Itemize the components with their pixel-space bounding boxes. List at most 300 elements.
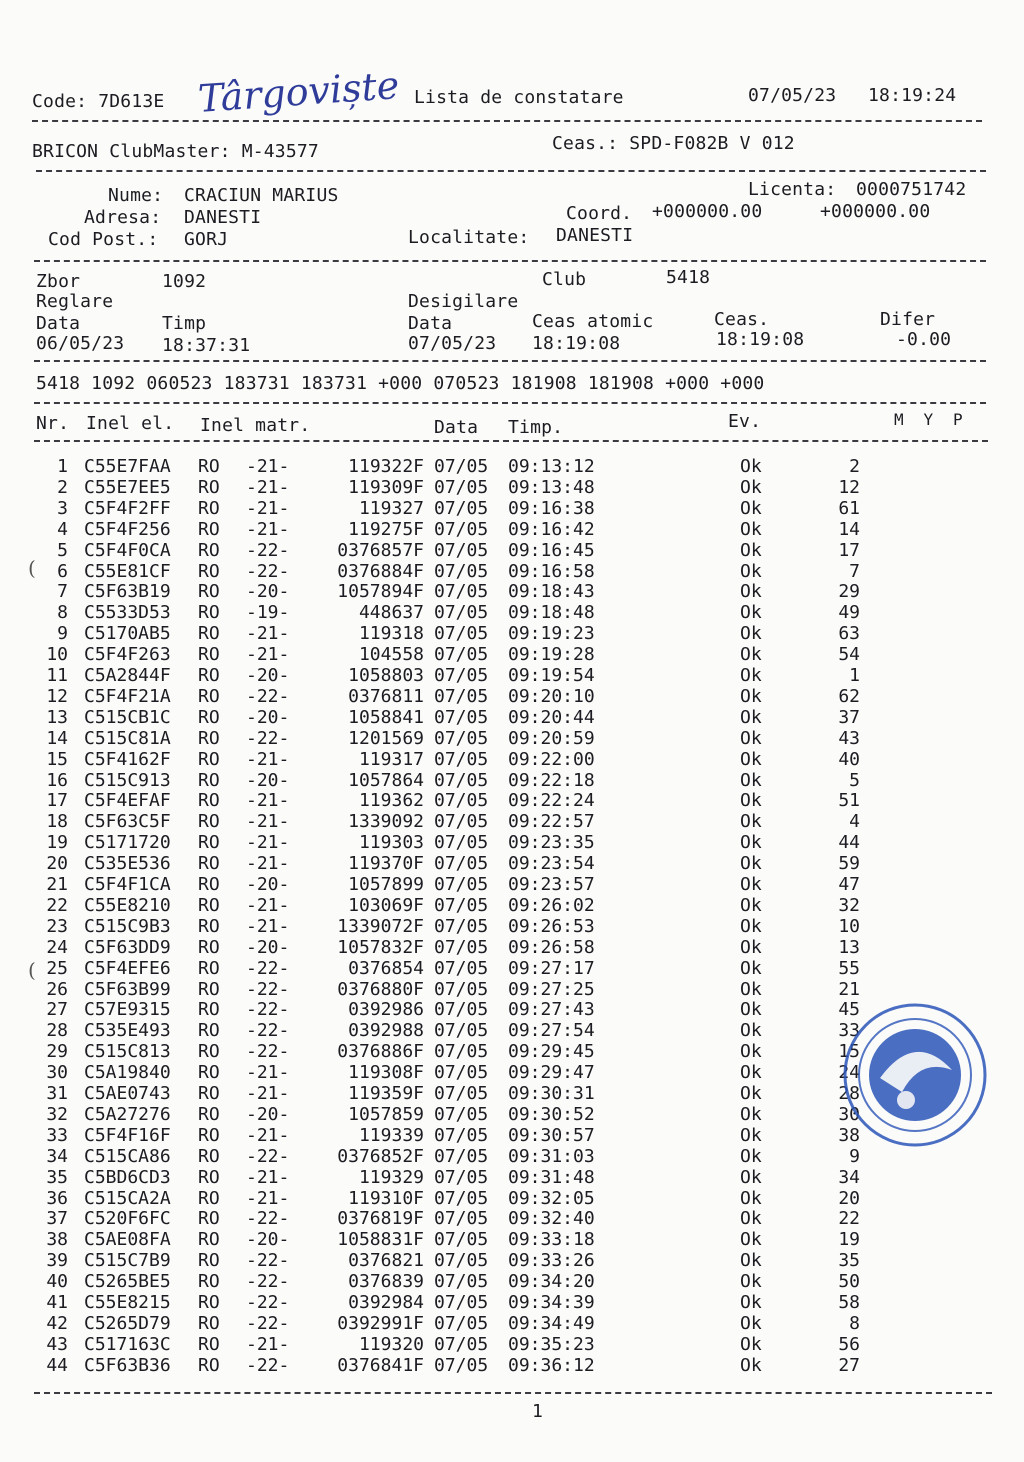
cell-yr: -21- [246, 790, 290, 812]
cell-pos: 55 [838, 957, 860, 979]
table-row [0, 623, 1024, 644]
pen-mark: ( [28, 958, 36, 982]
cell-nr: 11 [46, 665, 68, 686]
cell-time: 09:20:10 [508, 685, 595, 707]
cell-date: 07/05 [434, 1062, 489, 1084]
cell-nr: 14 [46, 727, 68, 749]
cell-nr: 24 [46, 936, 68, 958]
cell-matr: 119309F [348, 476, 424, 498]
table-row [0, 644, 1024, 665]
cell-matr: 0392988 [348, 1020, 424, 1042]
cell-el: C5A19840 [84, 1062, 171, 1084]
cell-time: 09:19:28 [508, 644, 595, 666]
cell-pos: 29 [838, 581, 860, 603]
cell-date: 07/05 [434, 874, 489, 895]
cell-pos: 47 [838, 874, 860, 895]
divider [34, 440, 988, 442]
cell-date: 07/05 [434, 1333, 489, 1355]
cell-time: 09:33:26 [508, 1250, 595, 1272]
setting-date: 06/05/23 [36, 333, 125, 354]
divider [36, 170, 986, 172]
cell-ev: Ok [740, 685, 762, 707]
cell-nr: 42 [46, 1312, 68, 1334]
cell-ev: Ok [740, 1187, 762, 1209]
cell-cc: RO [198, 1145, 220, 1167]
table-row [0, 1250, 1024, 1271]
cell-date: 07/05 [434, 1354, 489, 1376]
cell-el: C5F63DD9 [84, 936, 171, 958]
col-nr: Nr. [36, 413, 70, 434]
cell-nr: 17 [46, 790, 68, 812]
cell-date: 07/05 [434, 748, 489, 770]
cell-cc: RO [198, 1333, 220, 1355]
cell-ev: Ok [740, 1292, 762, 1313]
cell-el: C5F4162F [84, 748, 171, 770]
flight-value: 1092 [162, 271, 207, 292]
cell-time: 09:20:44 [508, 706, 595, 728]
cell-cc: RO [198, 1124, 220, 1146]
cell-nr: 39 [46, 1250, 68, 1272]
cell-date: 07/05 [434, 769, 489, 791]
cell-cc: RO [198, 915, 220, 937]
cell-date: 07/05 [434, 894, 489, 916]
table-row [0, 790, 1024, 811]
cell-nr: 28 [46, 1020, 68, 1042]
cell-el: C535E536 [84, 853, 171, 875]
cell-nr: 22 [46, 894, 68, 916]
cell-time: 09:26:58 [508, 936, 595, 958]
cell-el: C5170AB5 [84, 623, 171, 645]
cell-yr: -22- [246, 685, 290, 707]
cell-el: C5F63C5F [84, 811, 171, 833]
cell-matr: 119339 [358, 1124, 424, 1146]
cell-nr: 33 [46, 1124, 68, 1146]
cell-time: 09:36:12 [508, 1354, 595, 1376]
cell-ev: Ok [740, 1145, 762, 1167]
cell-ev: Ok [740, 456, 762, 477]
col-myp: M Y P [894, 410, 963, 429]
cell-cc: RO [198, 1250, 220, 1272]
table-row [0, 1188, 1024, 1209]
cell-nr: 8 [57, 602, 68, 624]
cell-nr: 18 [46, 811, 68, 833]
cell-time: 09:23:57 [508, 874, 595, 895]
cell-el: C517163C [84, 1333, 171, 1355]
cell-time: 09:27:54 [508, 1020, 595, 1042]
cell-yr: -21- [246, 497, 290, 519]
cell-el: C5F4F0CA [84, 539, 171, 561]
setting-label: Reglare [36, 291, 114, 312]
cell-nr: 3 [57, 497, 68, 519]
cell-yr: -21- [246, 853, 290, 875]
cell-el: C5AE0743 [84, 1083, 171, 1104]
cell-ev: Ok [740, 706, 762, 728]
cell-ev: Ok [740, 748, 762, 770]
cell-time: 09:13:48 [508, 476, 595, 498]
cell-pos: 38 [838, 1124, 860, 1146]
cell-matr: 1058831F [337, 1229, 424, 1251]
cell-cc: RO [198, 476, 220, 498]
cell-pos: 24 [838, 1062, 860, 1084]
cell-yr: -22- [246, 1354, 290, 1376]
cell-matr: 1057899 [348, 874, 424, 895]
cell-yr: -21- [246, 915, 290, 937]
cell-ev: Ok [740, 581, 762, 603]
cell-yr: -22- [246, 978, 290, 1000]
flight-label: Zbor [36, 271, 81, 292]
cell-el: C5533D53 [84, 602, 171, 624]
cell-nr: 10 [46, 644, 68, 666]
cell-date: 07/05 [434, 560, 489, 582]
cell-cc: RO [198, 894, 220, 916]
cell-date: 07/05 [434, 1103, 489, 1125]
cell-el: C535E493 [84, 1020, 171, 1042]
cell-el: C5F4F21A [84, 685, 171, 707]
cell-yr: -20- [246, 874, 290, 895]
cell-matr: 119317 [358, 748, 424, 770]
cell-pos: 20 [838, 1187, 860, 1209]
cell-cc: RO [198, 1271, 220, 1293]
cell-cc: RO [198, 1312, 220, 1334]
cell-yr: -22- [246, 1041, 290, 1063]
cell-nr: 16 [46, 769, 68, 791]
cell-cc: RO [198, 665, 220, 686]
cell-matr: 103069F [348, 894, 424, 916]
table-row [0, 1167, 1024, 1188]
cell-matr: 119310F [348, 1187, 424, 1209]
cell-el: C57E9315 [84, 999, 171, 1021]
cell-date: 07/05 [434, 790, 489, 812]
cell-nr: 21 [46, 874, 68, 895]
table-row [0, 665, 1024, 686]
cell-time: 09:19:23 [508, 623, 595, 645]
cell-pos: 50 [838, 1271, 860, 1293]
cell-pos: 49 [838, 602, 860, 624]
cell-time: 09:27:43 [508, 999, 595, 1021]
cell-yr: -21- [246, 456, 290, 477]
cell-ev: Ok [740, 1271, 762, 1293]
cell-cc: RO [198, 560, 220, 582]
cell-matr: 0376819F [337, 1208, 424, 1230]
cell-el: C515C913 [84, 769, 171, 791]
cell-yr: -21- [246, 623, 290, 645]
cell-yr: -21- [246, 1062, 290, 1084]
cell-date: 07/05 [434, 644, 489, 666]
cell-cc: RO [198, 1020, 220, 1042]
table-row [0, 456, 1024, 477]
postcode-value: GORJ [184, 229, 229, 250]
cell-pos: 21 [838, 978, 860, 1000]
cell-date: 07/05 [434, 915, 489, 937]
cell-yr: -22- [246, 1145, 290, 1167]
col-date: Data [434, 417, 479, 438]
cell-cc: RO [198, 790, 220, 812]
cell-nr: 1 [57, 456, 68, 477]
cell-matr: 119275F [348, 518, 424, 540]
cell-ev: Ok [740, 936, 762, 958]
cell-pos: 8 [849, 1312, 860, 1334]
cell-date: 07/05 [434, 1312, 489, 1334]
cell-nr: 41 [46, 1292, 68, 1313]
cell-ev: Ok [740, 1083, 762, 1104]
cell-nr: 9 [57, 623, 68, 645]
table-row [0, 1229, 1024, 1250]
cell-el: C515CA86 [84, 1145, 171, 1167]
cell-cc: RO [198, 539, 220, 561]
cell-pos: 51 [838, 790, 860, 812]
cell-ev: Ok [740, 1354, 762, 1376]
cell-ev: Ok [740, 518, 762, 540]
cell-time: 09:27:17 [508, 957, 595, 979]
cell-pos: 9 [849, 1145, 860, 1167]
cell-cc: RO [198, 1041, 220, 1063]
name-value: CRACIUN MARIUS [184, 185, 339, 206]
table-row [0, 811, 1024, 832]
cell-ev: Ok [740, 1124, 762, 1146]
cell-ev: Ok [740, 1312, 762, 1334]
cell-yr: -20- [246, 769, 290, 791]
table-row [0, 602, 1024, 623]
cell-pos: 56 [838, 1333, 860, 1355]
cell-date: 07/05 [434, 1020, 489, 1042]
cell-matr: 1058803 [348, 665, 424, 686]
cell-yr: -21- [246, 1124, 290, 1146]
report-time: 18:19:24 [868, 85, 957, 106]
cell-date: 07/05 [434, 581, 489, 603]
cell-date: 07/05 [434, 1292, 489, 1313]
cell-nr: 35 [46, 1166, 68, 1188]
cell-matr: 0376821 [348, 1250, 424, 1272]
cell-time: 09:23:54 [508, 853, 595, 875]
cell-time: 09:22:00 [508, 748, 595, 770]
cell-nr: 44 [46, 1354, 68, 1376]
table-row [0, 937, 1024, 958]
cell-matr: 119370F [348, 853, 424, 875]
cell-el: C5F4EFAF [84, 790, 171, 812]
cell-ev: Ok [740, 1333, 762, 1355]
table-row [0, 686, 1024, 707]
cell-matr: 0376854 [348, 957, 424, 979]
cell-cc: RO [198, 644, 220, 666]
cell-date: 07/05 [434, 623, 489, 645]
cell-time: 09:16:58 [508, 560, 595, 582]
cell-nr: 40 [46, 1271, 68, 1293]
cell-yr: -21- [246, 476, 290, 498]
cell-matr: 119320 [358, 1333, 424, 1355]
cell-pos: 27 [838, 1354, 860, 1376]
cell-yr: -20- [246, 665, 290, 686]
cell-time: 09:31:48 [508, 1166, 595, 1188]
cell-cc: RO [198, 1083, 220, 1104]
cell-matr: 1201569 [348, 727, 424, 749]
cell-time: 09:34:20 [508, 1271, 595, 1293]
cell-yr: -22- [246, 1250, 290, 1272]
cell-matr: 0376880F [337, 978, 424, 1000]
table-row [0, 561, 1024, 582]
cell-el: C55E8210 [84, 894, 171, 916]
cell-pos: 34 [838, 1166, 860, 1188]
cell-ev: Ok [740, 790, 762, 812]
cell-matr: 1339092 [348, 811, 424, 833]
cell-ev: Ok [740, 832, 762, 854]
cell-date: 07/05 [434, 1041, 489, 1063]
cell-time: 09:31:03 [508, 1145, 595, 1167]
cell-el: C5F63B19 [84, 581, 171, 603]
cell-date: 07/05 [434, 936, 489, 958]
locality-label: Localitate: [408, 227, 530, 248]
cell-time: 09:20:59 [508, 727, 595, 749]
cell-time: 09:33:18 [508, 1229, 595, 1251]
cell-yr: -21- [246, 748, 290, 770]
club-value: 5418 [666, 267, 711, 288]
cell-matr: 119308F [348, 1062, 424, 1084]
col-time: Timp. [508, 417, 564, 438]
cell-yr: -21- [246, 832, 290, 854]
cell-matr: 119359F [348, 1083, 424, 1104]
cell-nr: 29 [46, 1041, 68, 1063]
cell-ev: Ok [740, 1250, 762, 1272]
cell-cc: RO [198, 1166, 220, 1188]
cell-date: 07/05 [434, 1229, 489, 1251]
cell-ev: Ok [740, 999, 762, 1021]
clock-time: 18:19:08 [716, 329, 805, 350]
cell-cc: RO [198, 769, 220, 791]
cell-pos: 32 [838, 894, 860, 916]
cell-yr: -22- [246, 957, 290, 979]
table-row [0, 519, 1024, 540]
cell-nr: 36 [46, 1187, 68, 1209]
cell-time: 09:26:53 [508, 915, 595, 937]
cell-cc: RO [198, 874, 220, 895]
cell-yr: -20- [246, 706, 290, 728]
cell-el: C5F4F1CA [84, 874, 171, 895]
cell-cc: RO [198, 936, 220, 958]
atomic-clock-label: Ceas atomic [532, 311, 654, 332]
cell-ev: Ok [740, 644, 762, 666]
cell-matr: 0376811 [348, 685, 424, 707]
cell-nr: 6 [57, 560, 68, 582]
cell-nr: 20 [46, 853, 68, 875]
cell-el: C5265BE5 [84, 1271, 171, 1293]
cell-el: C5265D79 [84, 1312, 171, 1334]
cell-pos: 43 [838, 727, 860, 749]
cell-el: C515C9B3 [84, 915, 171, 937]
cell-time: 09:34:49 [508, 1312, 595, 1334]
cell-yr: -22- [246, 1208, 290, 1230]
cell-time: 09:19:54 [508, 665, 595, 686]
cell-time: 09:29:45 [508, 1041, 595, 1063]
cell-time: 09:13:12 [508, 456, 595, 477]
table-row [0, 1334, 1024, 1355]
cell-time: 09:16:45 [508, 539, 595, 561]
cell-pos: 19 [838, 1229, 860, 1251]
cell-date: 07/05 [434, 957, 489, 979]
report-title: Lista de constatare [414, 87, 624, 108]
cell-matr: 448637 [358, 602, 424, 624]
table-row [0, 749, 1024, 770]
cell-time: 09:18:48 [508, 602, 595, 624]
cell-time: 09:30:52 [508, 1103, 595, 1125]
cell-yr: -22- [246, 999, 290, 1021]
cell-yr: -20- [246, 936, 290, 958]
cell-matr: 0376857F [337, 539, 424, 561]
cell-pos: 22 [838, 1208, 860, 1230]
cell-pos: 61 [838, 497, 860, 519]
cell-date: 07/05 [434, 999, 489, 1021]
divider [34, 402, 986, 404]
name-label: Nume: [108, 185, 164, 206]
cell-el: C515C813 [84, 1041, 171, 1063]
cell-cc: RO [198, 832, 220, 854]
cell-el: C5F4EFE6 [84, 957, 171, 979]
cell-pos: 58 [838, 1292, 860, 1313]
cell-cc: RO [198, 706, 220, 728]
cell-ev: Ok [740, 874, 762, 895]
cell-pos: 17 [838, 539, 860, 561]
cell-yr: -21- [246, 1083, 290, 1104]
cell-ev: Ok [740, 560, 762, 582]
col-electronic-ring: Inel el. [86, 413, 175, 434]
cell-date: 07/05 [434, 476, 489, 498]
cell-pos: 59 [838, 853, 860, 875]
table-row [0, 832, 1024, 853]
cell-matr: 104558 [358, 644, 424, 666]
cell-matr: 0376852F [337, 1145, 424, 1167]
cell-date: 07/05 [434, 1166, 489, 1188]
cell-ev: Ok [740, 539, 762, 561]
cell-matr: 1058841 [348, 706, 424, 728]
cell-date: 07/05 [434, 1145, 489, 1167]
cell-nr: 30 [46, 1062, 68, 1084]
cell-yr: -21- [246, 1187, 290, 1209]
cell-time: 09:23:35 [508, 832, 595, 854]
cell-pos: 54 [838, 644, 860, 666]
licence-value: 0000751742 [856, 179, 967, 200]
cell-cc: RO [198, 602, 220, 624]
cell-time: 09:34:39 [508, 1292, 595, 1313]
unsealing-date-label: Data [408, 313, 453, 334]
cell-pos: 40 [838, 748, 860, 770]
cell-cc: RO [198, 1292, 220, 1313]
cell-cc: RO [198, 623, 220, 645]
cell-date: 07/05 [434, 602, 489, 624]
cell-nr: 34 [46, 1145, 68, 1167]
cell-pos: 7 [849, 560, 860, 582]
divider [34, 260, 986, 262]
cell-yr: -20- [246, 1103, 290, 1125]
cell-yr: -21- [246, 894, 290, 916]
cell-date: 07/05 [434, 1208, 489, 1230]
postcode-label: Cod Post.: [48, 229, 159, 250]
cell-el: C515C81A [84, 727, 171, 749]
licence-label: Licenta: [748, 179, 837, 200]
handwritten-city: Târgoviște [196, 63, 401, 121]
cell-time: 09:22:24 [508, 790, 595, 812]
table-row [0, 770, 1024, 791]
cell-cc: RO [198, 685, 220, 707]
cell-ev: Ok [740, 476, 762, 498]
cell-ev: Ok [740, 853, 762, 875]
col-ring-number: Inel matr. [200, 415, 311, 436]
cell-cc: RO [198, 1062, 220, 1084]
cell-date: 07/05 [434, 539, 489, 561]
cell-el: C5F63B99 [84, 978, 171, 1000]
cell-matr: 119322F [348, 456, 424, 477]
cell-time: 09:32:05 [508, 1187, 595, 1209]
clock-label: Ceas. [714, 309, 770, 330]
cell-cc: RO [198, 1208, 220, 1230]
cell-cc: RO [198, 497, 220, 519]
